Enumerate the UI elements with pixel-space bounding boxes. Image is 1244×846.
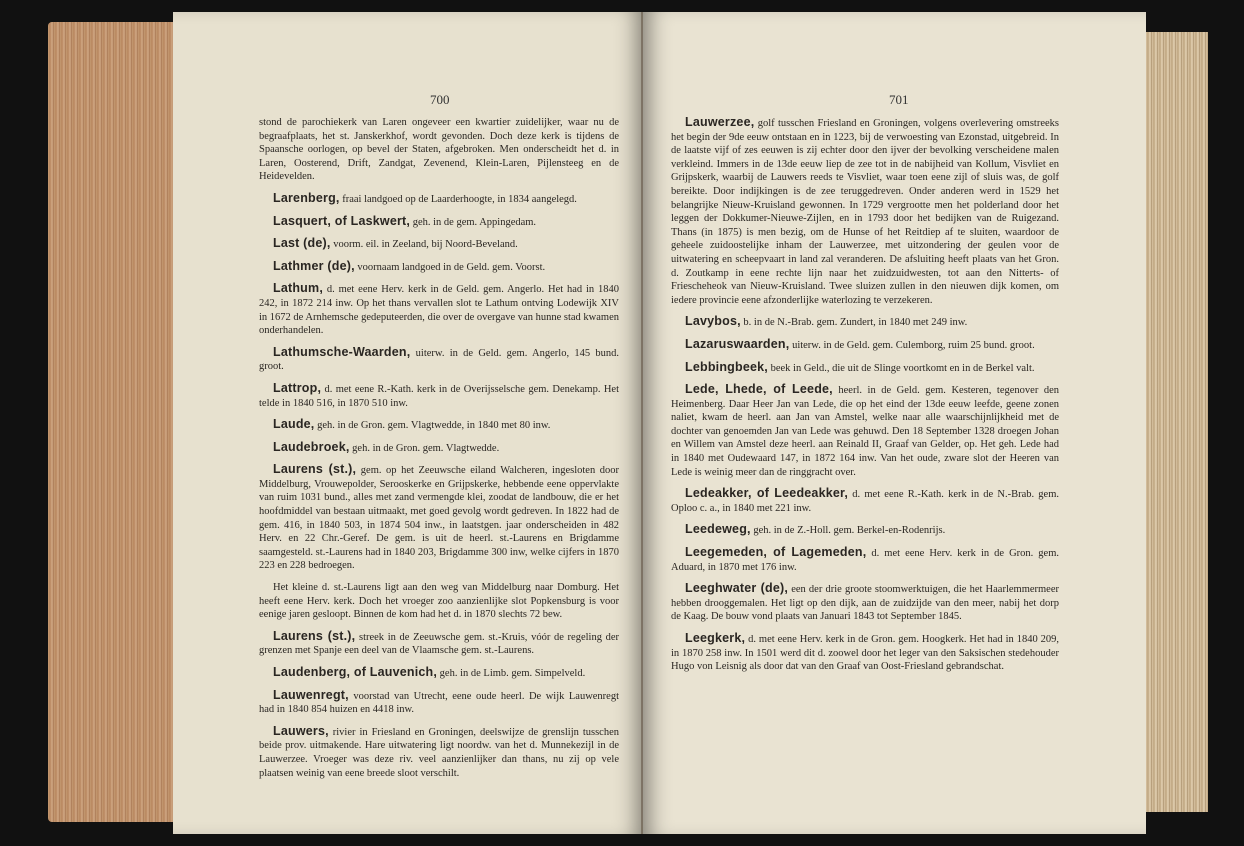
entry-text: een der drie groote stoomwerktuigen, die het Haarlemmermeer hebben drooggemalen. Het ligt op den dijk, aan de zuidzijde van den meer, nabij het dorp de Kaag. De bouw vond plaats van Januari 1843 tot September 1845.	[671, 584, 1060, 623]
dictionary-entry	[671, 632, 1059, 674]
page-edges-left	[48, 22, 173, 822]
entry-text: voorstad van Utrecht, eene oude heerl. De wijk Lauwenregt had in 1840 854 huizen en 4418 inw.	[259, 690, 620, 716]
open-book	[48, 12, 1208, 834]
entry-text: uiterw. in de Geld. gem. Angerlo, 145 bund. groot.	[259, 347, 619, 373]
page-number-right: 701	[889, 92, 909, 107]
entry-headword: Laudenberg, of Lauvenich,	[273, 665, 438, 679]
entry-headword: Lattrop,	[273, 380, 322, 395]
entry-headword: Laude,	[273, 417, 315, 432]
entry-headword: Lathmer (de),	[273, 258, 355, 273]
entry-text: b. in de N.-Brab. gem. Zundert, in 1840 met 249 inw.	[743, 317, 968, 329]
entry-headword: Leegemeden, of Lagemeden,	[685, 545, 867, 560]
dictionary-entry	[259, 689, 619, 717]
entry-headword: Lathum,	[273, 281, 324, 296]
entry-headword: Leedeweg,	[685, 522, 751, 537]
dictionary-entry	[259, 116, 619, 184]
entry-headword: Ledeakker, of Leedeakker,	[685, 486, 849, 501]
entry-text: d. met eene Herv. kerk in de Gron. gem. Aduard, in 1870 met 176 inw.	[671, 548, 1060, 573]
dictionary-entry	[259, 725, 619, 780]
entry-text: d. met eene Herv. kerk in de Geld. gem. Angerlo. Het had in 1840 242, in 1872 214 inw. Op het thans vervallen slot te Lathum ontving Lodewijk XIV in 1672 de Arnhemsche gedeputeerden, die over de overgave van hunne stad kwamen onderhandelen.	[259, 284, 619, 337]
entry-text: d. met eene Herv. kerk in de Gron. gem. Hoogkerk. Het had in 1840 209, in 1870 258 inw. In 1501 werd dit d. zoowel door het leger van den Saksischen stedehouder Hugo von Leisnig als door dat van den Graaf van Oost-Friesland gebrandschat.	[671, 634, 1060, 673]
dictionary-entry	[671, 383, 1059, 479]
entry-headword: Larenberg,	[273, 190, 340, 205]
dictionary-entry	[259, 441, 619, 456]
entry-text: d. met eene R.-Kath. kerk in de N.-Brab. gem. Oploo c. a., in 1840 met 221 inw.	[671, 489, 1059, 514]
entry-headword: Lauwers,	[273, 723, 329, 738]
entry-text: gem. op het Zeeuwsche eiland Walcheren, ingesloten door Middelburg, Vrouwepolder, Serooskerke en Grijpskerke, hebbende eene oppervlakte van ruim 1031 bund., alles met zand vermengde klei, zoodat de landbouw, die er het hoofdmiddel van bestaan uitmaakt, met goed gevolg wordt gedreven. In 1822 had de gem. 416, in 1840 503, in 1874 504 inw., in laatstgen. jaar onderscheiden in 482 Herv. en 22 Chr.-Geref. De gem. is uit de heerl. st.-Laurens en Brigdamme saamgesteld. st.-Laurens had in 1840 203, Brigdamme 300 inw, welke cijfers in 1870 223 en 228 bedroegen.	[259, 465, 619, 572]
entry-text: uiterw. in de Geld. gem. Culemborg, ruim 25 bund. groot.	[792, 339, 1035, 351]
entry-headword: Laurens (st.),	[273, 628, 356, 643]
page-edges-right	[1146, 32, 1208, 812]
entry-text: streek in de Zeeuwsche gem. st.-Kruis, vóór de regeling der grenzen met Spanje een deel van de Vlaamsche gem. st.-Laurens.	[259, 631, 620, 657]
dictionary-entry	[259, 260, 619, 275]
left-page-text	[259, 116, 619, 788]
entry-headword: Lazaruswaarden,	[685, 336, 790, 351]
right-page	[643, 12, 1146, 834]
entry-text: fraai landgoed op de Laarderhoogte, in 1834 aangelegd.	[342, 193, 577, 205]
dictionary-entry	[671, 487, 1059, 515]
dictionary-entry	[259, 382, 619, 410]
dictionary-entry	[671, 582, 1059, 624]
entry-headword: Lebbingbeek,	[685, 359, 768, 374]
dictionary-entry	[671, 116, 1059, 307]
left-page	[173, 12, 643, 834]
dictionary-entry	[259, 630, 619, 658]
entry-text: Het kleine d. st.-Laurens ligt aan den weg van Middelburg naar Domburg. Het heeft eene Herv. kerk. Doch het vroeger zoo aanzienlijke slot Popkensburg is voor eenige jaren gesloopt. Binnen de kom had het d. in 1870 slechts 72 bew.	[259, 582, 619, 621]
entry-text: d. met eene R.-Kath. kerk in de Overijsselsche gem. Denekamp. Het telde in 1840 516, in 1870 510 inw.	[259, 383, 619, 409]
dictionary-entry	[259, 418, 619, 433]
entry-text: geh. in de gem. Appingedam.	[412, 216, 537, 228]
page-number-left: 700	[430, 92, 450, 107]
entry-text: heerl. in de Geld. gem. Kesteren, tegenover den Heimenberg. Daar Heer Jan van Lede, die op het eind der 13de eeuw leefde, geene zonen naliet, kwam de heerl. aan Jan van Amstel, welke naar alle waarschijnlijkheid met de dochter van genoemden Jan van Lede was gehuwd. Den 18 September 1328 droegen Johan en Willem van Amstel deze heerl. aan Reinald II, Graaf van Gelder, op. Het geh. Lede had in 1840 met Oudewaard 147, in 1872 164 inw. Van het oude, zware slot der Heeren van Lede is weinig meer dan de ringgracht over.	[671, 385, 1059, 478]
entry-text: geh. in de Gron. gem. Vlagtwedde, in 1840 met 80 inw.	[317, 420, 551, 432]
entry-headword: Lauwenregt,	[273, 687, 349, 702]
dictionary-entry	[259, 463, 619, 573]
dictionary-entry	[671, 361, 1059, 376]
entry-text: geh. in de Limb. gem. Simpelveld.	[439, 668, 586, 679]
dictionary-entry	[259, 581, 619, 622]
dictionary-entry	[259, 192, 619, 207]
entry-text: stond de parochiekerk van Laren ongeveer een kwartier zuidelijker, waar nu de begraafplaats, het st. Janskerkhof, wordt gevonden. Doch deze kerk is tijdens de Spaansche oorlogen, op bevel der Staten, afgebroken. Men onderscheidt het d. in Laren, Oosterend, Drift, Zandgat, Zevenend, Klein-Laren, Pijlensteeg en de Heidevelden.	[259, 117, 619, 183]
dictionary-entry	[671, 315, 1059, 330]
dictionary-entry	[259, 215, 619, 230]
entry-headword: Laurens (st.),	[273, 462, 357, 477]
entry-headword: Lede, Lhede, of Leede,	[685, 382, 833, 397]
dictionary-entry	[671, 523, 1059, 538]
entry-headword: Last (de),	[273, 236, 331, 251]
right-page-text	[671, 116, 1059, 682]
dictionary-entry	[259, 346, 619, 374]
entry-headword: Lavybos,	[685, 314, 741, 329]
dictionary-entry	[259, 282, 619, 337]
dictionary-entry	[259, 666, 619, 681]
entry-text: golf tusschen Friesland en Groningen, volgens overlevering omstreeks het begin der 9de eeuw ontstaan en in 1223, bij de verwoesting van Ezonstad, uitgebreid. In de laatste vijf of zes eeuwen is zij echter door den ijver der bevolking verscheidene malen verkleind. Immers in de 13de eeuw liep de zee tot in de nabijheid van Kollum, Visvliet en Grijpskerk, waarbij de Lauwers reeds te Visvliet, waar toen eene zijl of sluis was, de golf bereikte. Door indijkingen is de zee teruggedreven. Onder anderen werd in 1529 het belangrijke Nieuw-Kruisland gewonnen. In 1729 vergrootte men het polderland door het leggen der Dokkumer-Nieuwe-Zijlen, en in 1793 door het bedijken van de Ruigezand. Thans (in 1875) is men bezig, om de Hunse of het Reitdiep af te sluiten, waardoor de geheele zuidoostelijke inham der Lauwerzee, met uitzondering der geulen voor de uitwatering en scheepvaart in land zal veranderen. De afsluiting heeft plaats van het Gron. d. Zoutkamp in eene rechte lijn naar het zuidzuidwesten, tot aan den Nitterts- of Friescheheok van Nieuw-Kruisland. Twee sluizen zullen in den nieuwen dijk komen, om iedere provincie eene afzonderlijke waterlozing te verzekeren.	[671, 118, 1059, 306]
entry-headword: Lauwerzee,	[685, 115, 755, 129]
entry-text: rivier in Friesland en Groningen, deelswijze de grenslijn tusschen beide prov. uitmakende. Hare uitwatering ligt noordw. van het d. Munnekezijl in de Lauwerzee. Vroeger was deze riv. veel aanzienlijker dan thans, nu zij op vele plaatsen weinig van eene breede sloot verschilt.	[259, 726, 619, 779]
entry-headword: Leeghwater (de),	[685, 581, 789, 596]
dictionary-entry	[259, 237, 619, 252]
dictionary-entry	[671, 338, 1059, 353]
entry-text: voornaam landgoed in de Geld. gem. Voorst.	[357, 261, 546, 273]
entry-text: geh. in de Gron. gem. Vlagtwedde.	[352, 442, 500, 454]
entry-text: beek in Geld., die uit de Slinge voortkomt en in de Berkel valt.	[770, 362, 1035, 374]
entry-headword: Lathumsche-Waarden,	[273, 344, 411, 359]
dictionary-entry	[671, 546, 1059, 574]
entry-text: voorm. eil. in Zeeland, bij Noord-Beveland.	[333, 239, 518, 251]
entry-headword: Leegkerk,	[685, 631, 746, 645]
entry-text: geh. in de Z.-Holl. gem. Berkel-en-Rodenrijs.	[753, 525, 946, 537]
entry-headword: Lasquert, of Laskwert,	[273, 213, 411, 228]
entry-headword: Laudebroek,	[273, 439, 350, 454]
